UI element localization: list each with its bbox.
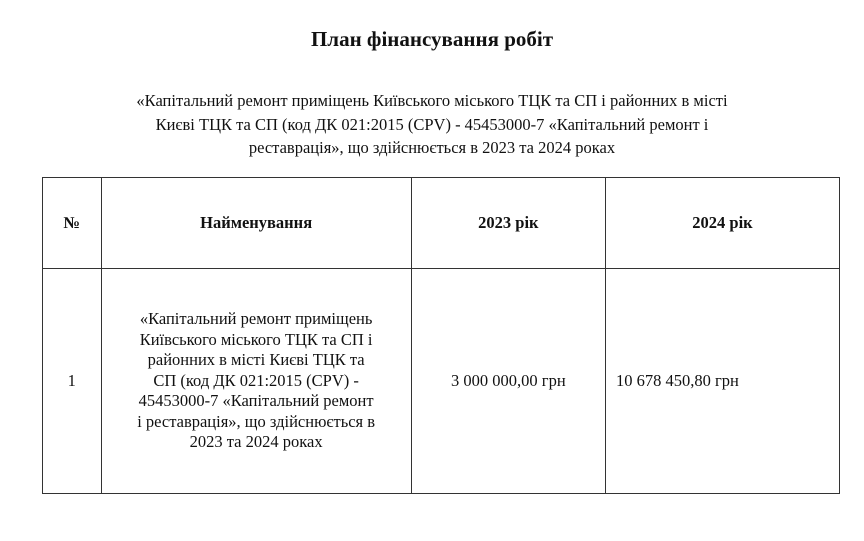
name-line: і реставрація», що здійснюється в [137,411,376,431]
row-number: 1 [43,269,102,494]
name-line: 2023 та 2024 роках [189,432,323,452]
subtitle-line: реставрація», що здійснюється в 2023 та 2024 роках [248,138,616,157]
row-name [101,269,411,494]
document-title: План фінансування робіт [310,27,554,51]
subtitle-line: «Капітальний ремонт приміщень Київського міського ТЦК та СП і районних в місті [136,91,728,110]
name-line: Київського міського ТЦК та СП і [139,329,373,349]
name-line: 45453000-7 «Капітальний ремонт [138,391,374,411]
amount-2023: 3 000 000,00 грн [411,269,605,494]
header-2023: 2023 рік [411,178,605,269]
table-header-row [43,178,840,269]
table-row [43,269,840,494]
header-number: № [43,178,102,269]
financing-table [42,177,840,494]
amount-2024: 10 678 450,80 грн [606,269,840,494]
name-line: СП (код ДК 021:2015 (CPV) - [153,370,359,390]
header-2024: 2024 рік [606,178,840,269]
name-line: «Капітальний ремонт приміщень [139,309,373,329]
document-subtitle [0,89,864,160]
name-line: районних в місті Києві ТЦК та [147,350,365,370]
subtitle-line: Києві ТЦК та СП (код ДК 021:2015 (CPV) - 45453000-7 «Капітальний ремонт і [155,114,709,134]
header-name: Найменування [101,178,411,269]
